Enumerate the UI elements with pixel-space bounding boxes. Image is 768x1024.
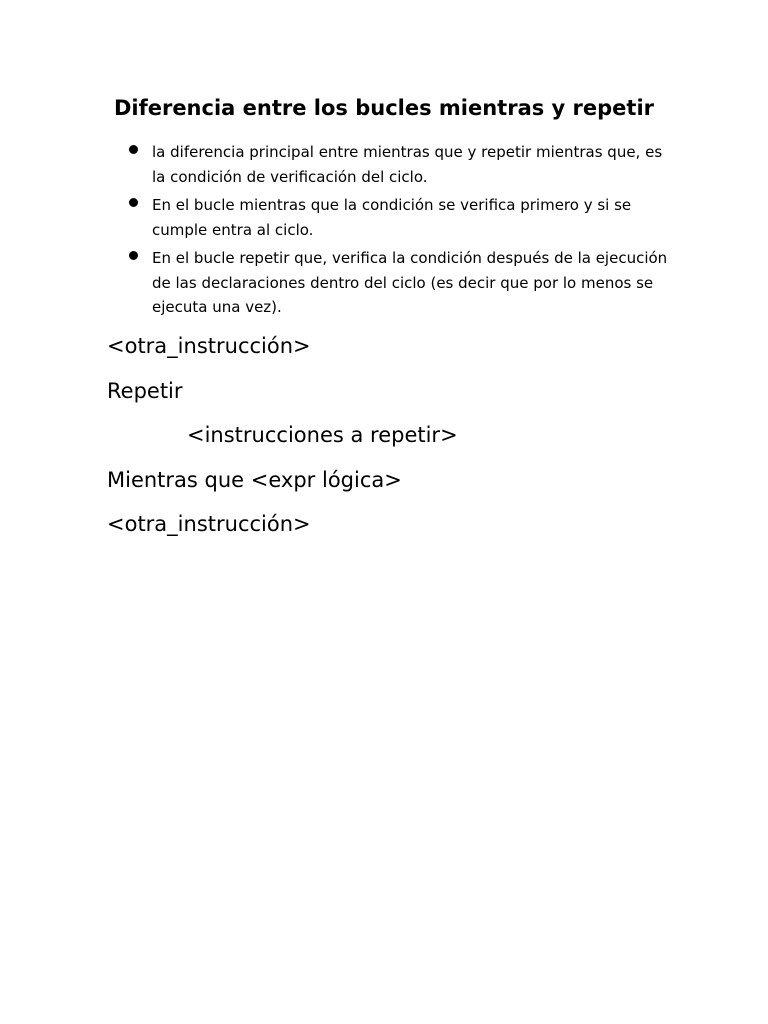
- pseudocode-line-condition: Mientras que <expr lógica>: [107, 467, 402, 492]
- bullet-list: [0, 140, 768, 324]
- bullet-text: la diferencia principal entre mientras que y repetir mientras que, es la condición de verificación del ciclo.: [152, 143, 663, 186]
- bullet-item: [0, 193, 672, 242]
- document-title: Diferencia entre los bucles mientras y repetir: [113, 96, 655, 120]
- pseudocode-line-repetir: Repetir: [107, 378, 183, 403]
- bullet-item: [0, 246, 672, 320]
- bullet-text: En el bucle repetir que, verifica la condición después de la ejecución de las declaraciones dentro del ciclo (es decir que por lo menos se ejecuta una vez).: [152, 249, 668, 316]
- bullet-dot-icon: [129, 251, 138, 260]
- bullet-dot-icon: [129, 145, 138, 154]
- bullet-dot-icon: [129, 198, 138, 207]
- pseudocode-line-before: <otra_instrucción>: [107, 334, 311, 358]
- bullet-item: [0, 140, 672, 189]
- bullet-text: En el bucle mientras que la condición se verifica primero y si se cumple entra al ciclo.: [152, 196, 632, 239]
- pseudocode-line-body: <instrucciones a repetir>: [187, 423, 458, 447]
- pseudocode-block: [107, 331, 747, 554]
- pseudocode-line-after: <otra_instrucción>: [107, 512, 311, 536]
